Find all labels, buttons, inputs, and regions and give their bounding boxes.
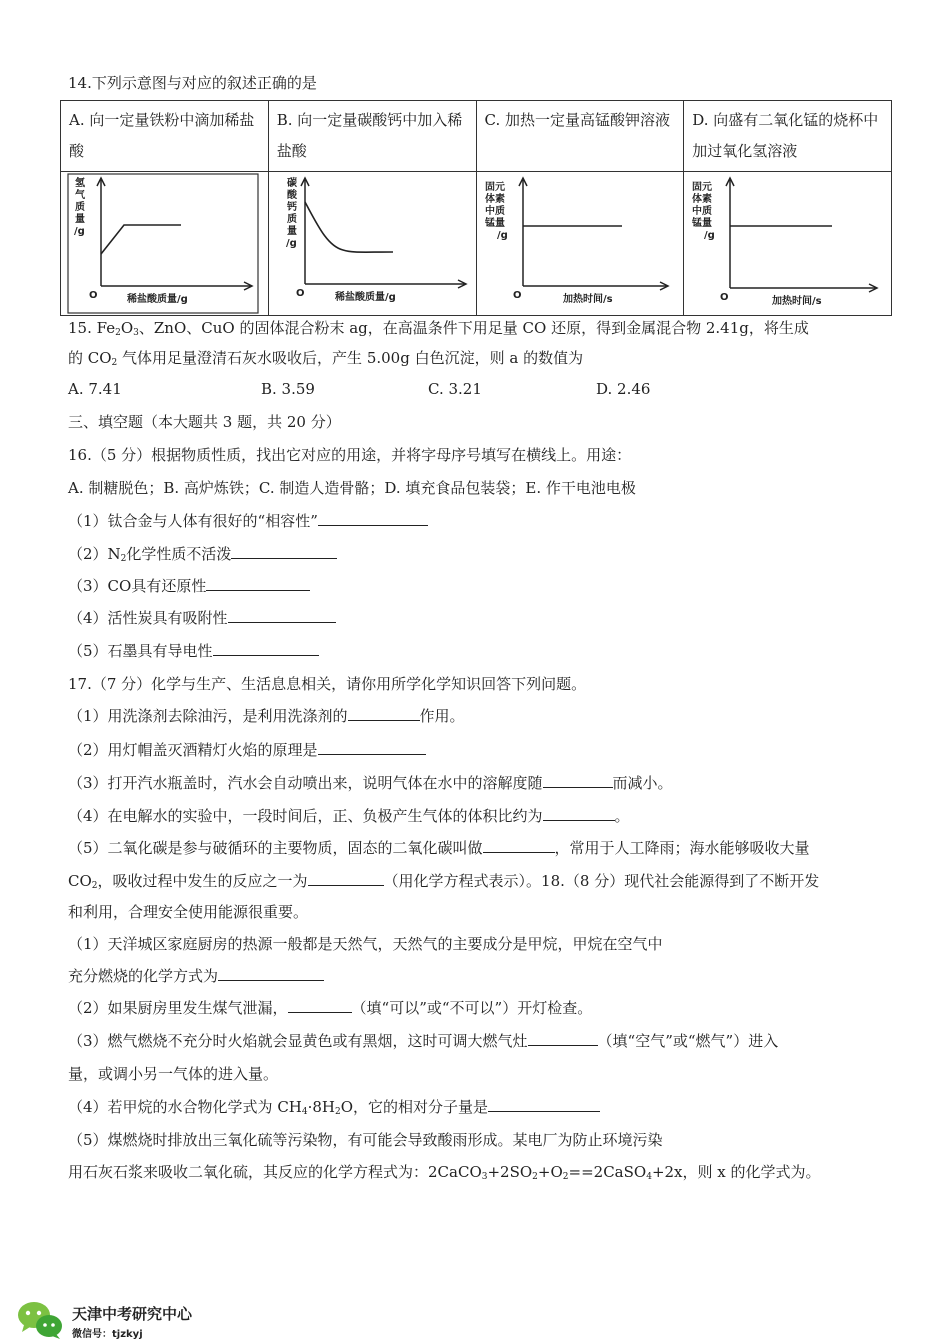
q18-item-4: （4）若甲烷的水合物化学式为 $CH_4\cdot 8H_2O$，它的相对分子量是 xyxy=(68,1097,600,1117)
q18-item-1-cont: 充分燃烧的化学方式为 xyxy=(68,966,324,986)
graph-c xyxy=(477,172,684,315)
q18-stem-a: 18.（8 分）现代社会能源得到了不断开发 xyxy=(541,872,820,890)
graph-d-ylabel-3: 锰量 xyxy=(692,218,713,229)
graph-d-origin: O xyxy=(720,292,729,303)
q16-item-3: （3）CO具有还原性 xyxy=(68,576,310,596)
wechat-icon-svg xyxy=(16,1298,64,1340)
graph-a-ylabel-2: 质 xyxy=(75,202,85,213)
graph-c-ylabel-0: 固元 xyxy=(484,182,505,193)
graph-a xyxy=(61,172,268,315)
q18-blank-3[interactable] xyxy=(528,1031,598,1046)
q18-item-3-cont: 量，或调小另一气体的进入量。 xyxy=(68,1065,279,1083)
q16-blank-1[interactable] xyxy=(318,511,428,526)
q18-stem-b: 和利用，合理安全使用能源很重要。 xyxy=(68,903,309,921)
graph-a-ylabel-1: 气 xyxy=(75,190,85,201)
graph-c-cell xyxy=(476,172,684,316)
option-d-text: D. 向盛有二氧化锰的烧杯中加过氧化氢溶液 xyxy=(684,101,892,172)
q16-item-4: （4）活性炭具有吸附性 xyxy=(68,608,336,628)
graph-b-ylabel-5: /g xyxy=(285,238,297,249)
option-c-text: C. 加热一定量高锰酸钾溶液 xyxy=(476,101,684,172)
q16-blank-2[interactable] xyxy=(231,544,337,559)
graph-d-ylabel-0: 固元 xyxy=(692,182,713,193)
graph-b-ylabel-0: 碳 xyxy=(286,178,297,189)
graph-b-ylabel-4: 量 xyxy=(286,226,297,237)
q17-item-1: （1）用洗涤剂去除油污，是利用洗涤剂的 作用。 xyxy=(68,707,465,725)
q16-item-1: （1）钛合金与人体有很好的“相容性” xyxy=(68,511,428,531)
graph-b-origin: O xyxy=(295,288,305,299)
wechat-icon xyxy=(16,1298,64,1340)
q18-item-5-cont: 用石灰石浆来吸收二氧化硫，其反应的化学方程式为：$2CaCO_3+2SO_2+O_2==2CaSO_4+2x$，则 x 的化学式为。 xyxy=(68,1163,821,1182)
graph-c-ylabel-4: /g xyxy=(496,230,508,241)
q15-line-1: 15. $Fe_2O_3$、ZnO、CuO 的固体混合粉末 ag，在高温条件下用足量 CO 还原，得到金属混合物 2.41g，将生成 xyxy=(68,319,809,338)
graph-a-origin: O xyxy=(89,290,98,301)
graph-a-ylabel-3: 量 xyxy=(75,214,85,225)
graph-c-ylabel-2: 中质 xyxy=(484,206,505,217)
q16-uses: A. 制糖脱色；B. 高炉炼铁；C. 制造人造骨骼；D. 填充食品包装袋；E. 作干电池电极 xyxy=(68,479,636,497)
q17-stem: 17.（7 分）化学与生产、生活息息相关，请你用所学化学知识回答下列问题。 xyxy=(68,675,587,693)
graph-c-origin: O xyxy=(512,290,522,301)
q18-blank-2[interactable] xyxy=(288,998,352,1013)
footer-title: 天津中考研究中心 xyxy=(72,1305,193,1323)
q18-item-3: （3）燃气燃烧不充分时火焰就会显黄色或有黑烟，这时可调大燃气灶 （填“空气”或“燃气”）进入 xyxy=(68,1032,779,1050)
graph-b xyxy=(269,172,476,315)
graph-d-ylabel-4: /g xyxy=(704,230,716,241)
graph-d-cell xyxy=(684,172,892,316)
graph-a-ylabel-0: 氢 xyxy=(75,178,85,189)
q17-item-5: （5）二氧化碳是参与破循环的主要物质，固态的二氧化碳叫做 ，常用于人工降雨；海水能够吸收大量 xyxy=(68,839,810,857)
graph-b-cell xyxy=(268,172,476,316)
q14-title: 14.下列示意图与对应的叙述正确的是 xyxy=(68,74,317,92)
q17-item-4: （4）在电解水的实验中，一段时间后，正、负极产生气体的体积比约为 。 xyxy=(68,807,630,825)
q16-item-2: $(2)N_2$化学性质不活泼 xyxy=(68,544,337,564)
q17-blank-5[interactable] xyxy=(483,838,555,853)
q17-blank-3[interactable] xyxy=(543,773,613,788)
graph-a-cell xyxy=(61,172,269,316)
graph-d-ylabel-1: 体素 xyxy=(692,194,713,205)
graph-c-ylabel-3: 锰量 xyxy=(484,218,505,229)
graph-b-ylabel-3: 质 xyxy=(286,214,297,225)
q17-blank-2[interactable] xyxy=(318,740,426,755)
option-a-text: A. 向一定量铁粉中滴加稀盐酸 xyxy=(61,101,269,172)
q18-item-1: （1）天洋城区家庭厨房的热源一般都是天然气，天然气的主要成分是甲烷，甲烷在空气中 xyxy=(68,935,663,953)
graph-b-curve xyxy=(305,202,393,252)
graph-c-ylabel-1: 体素 xyxy=(484,194,505,205)
graph-b-ylabel-1: 酸 xyxy=(286,190,297,201)
q17-item-5-cont: $CO_2$，吸收过程中发生的反应之一为 （用化学方程式表示）。18.（8 分）现代社会能源得到了不断开发 xyxy=(68,872,820,891)
q15-choice-a: A. 7.41 xyxy=(68,380,122,398)
q17-blank-6[interactable] xyxy=(308,871,384,886)
q16-item-5: （5）石墨具有导电性 xyxy=(68,641,319,661)
footer-wechat-id: 微信号：tjzkyj xyxy=(72,1329,143,1340)
q15-choice-b: B. 3.59 xyxy=(261,380,315,398)
graph-b-xlabel: 稀盐酸质量/g xyxy=(334,292,396,303)
option-b-text: B. 向一定量碳酸钙中加入稀盐酸 xyxy=(268,101,476,172)
q16-stem: 16.（5 分）根据物质性质，找出它对应的用途，并将字母序号填写在横线上。用途： xyxy=(68,446,632,464)
q17-blank-1[interactable] xyxy=(348,706,420,721)
graph-b-ylabel-2: 钙 xyxy=(286,202,297,213)
q18-blank-4[interactable] xyxy=(488,1097,600,1112)
graph-c-xlabel: 加热时间/s xyxy=(562,294,613,305)
q16-blank-3[interactable] xyxy=(206,576,310,591)
q18-blank-1[interactable] xyxy=(218,966,324,981)
graph-a-curve xyxy=(101,225,181,254)
q17-item-2: （2）用灯帽盖灭酒精灯火焰的原理是 xyxy=(68,740,426,760)
section-3-heading: 三、填空题（本大题共 3 题，共 20 分） xyxy=(68,413,341,431)
q17-blank-4[interactable] xyxy=(543,806,615,821)
q14-options-table xyxy=(60,100,892,316)
q16-blank-5[interactable] xyxy=(213,641,319,656)
graph-a-xlabel: 稀盐酸质量/g xyxy=(127,294,188,305)
q16-blank-4[interactable] xyxy=(228,608,336,623)
graph-a-ylabel-4: /g xyxy=(74,226,85,237)
q18-item-2: （2）如果厨房里发生煤气泄漏， （填“可以”或“不可以”）开灯检查。 xyxy=(68,999,593,1017)
graph-d xyxy=(684,172,891,315)
q18-item-5: （5）煤燃烧时排放出三氧化硫等污染物，有可能会导致酸雨形成。某电厂为防止环境污染 xyxy=(68,1131,663,1149)
q15-choice-c: C. 3.21 xyxy=(428,380,482,398)
graph-d-xlabel: 加热时间/s xyxy=(772,296,822,307)
graph-d-ylabel-2: 中质 xyxy=(692,206,713,217)
q15-choice-d: D. 2.46 xyxy=(596,380,651,398)
q17-item-3: （3）打开汽水瓶盖时，汽水会自动喷出来，说明气体在水中的溶解度随 而减小。 xyxy=(68,774,673,792)
q15-line-2: 的 $CO_2$ 气体用足量澄清石灰水吸收后，产生 5.00g 白色沉淀，则 a 的数值为 xyxy=(68,349,584,368)
